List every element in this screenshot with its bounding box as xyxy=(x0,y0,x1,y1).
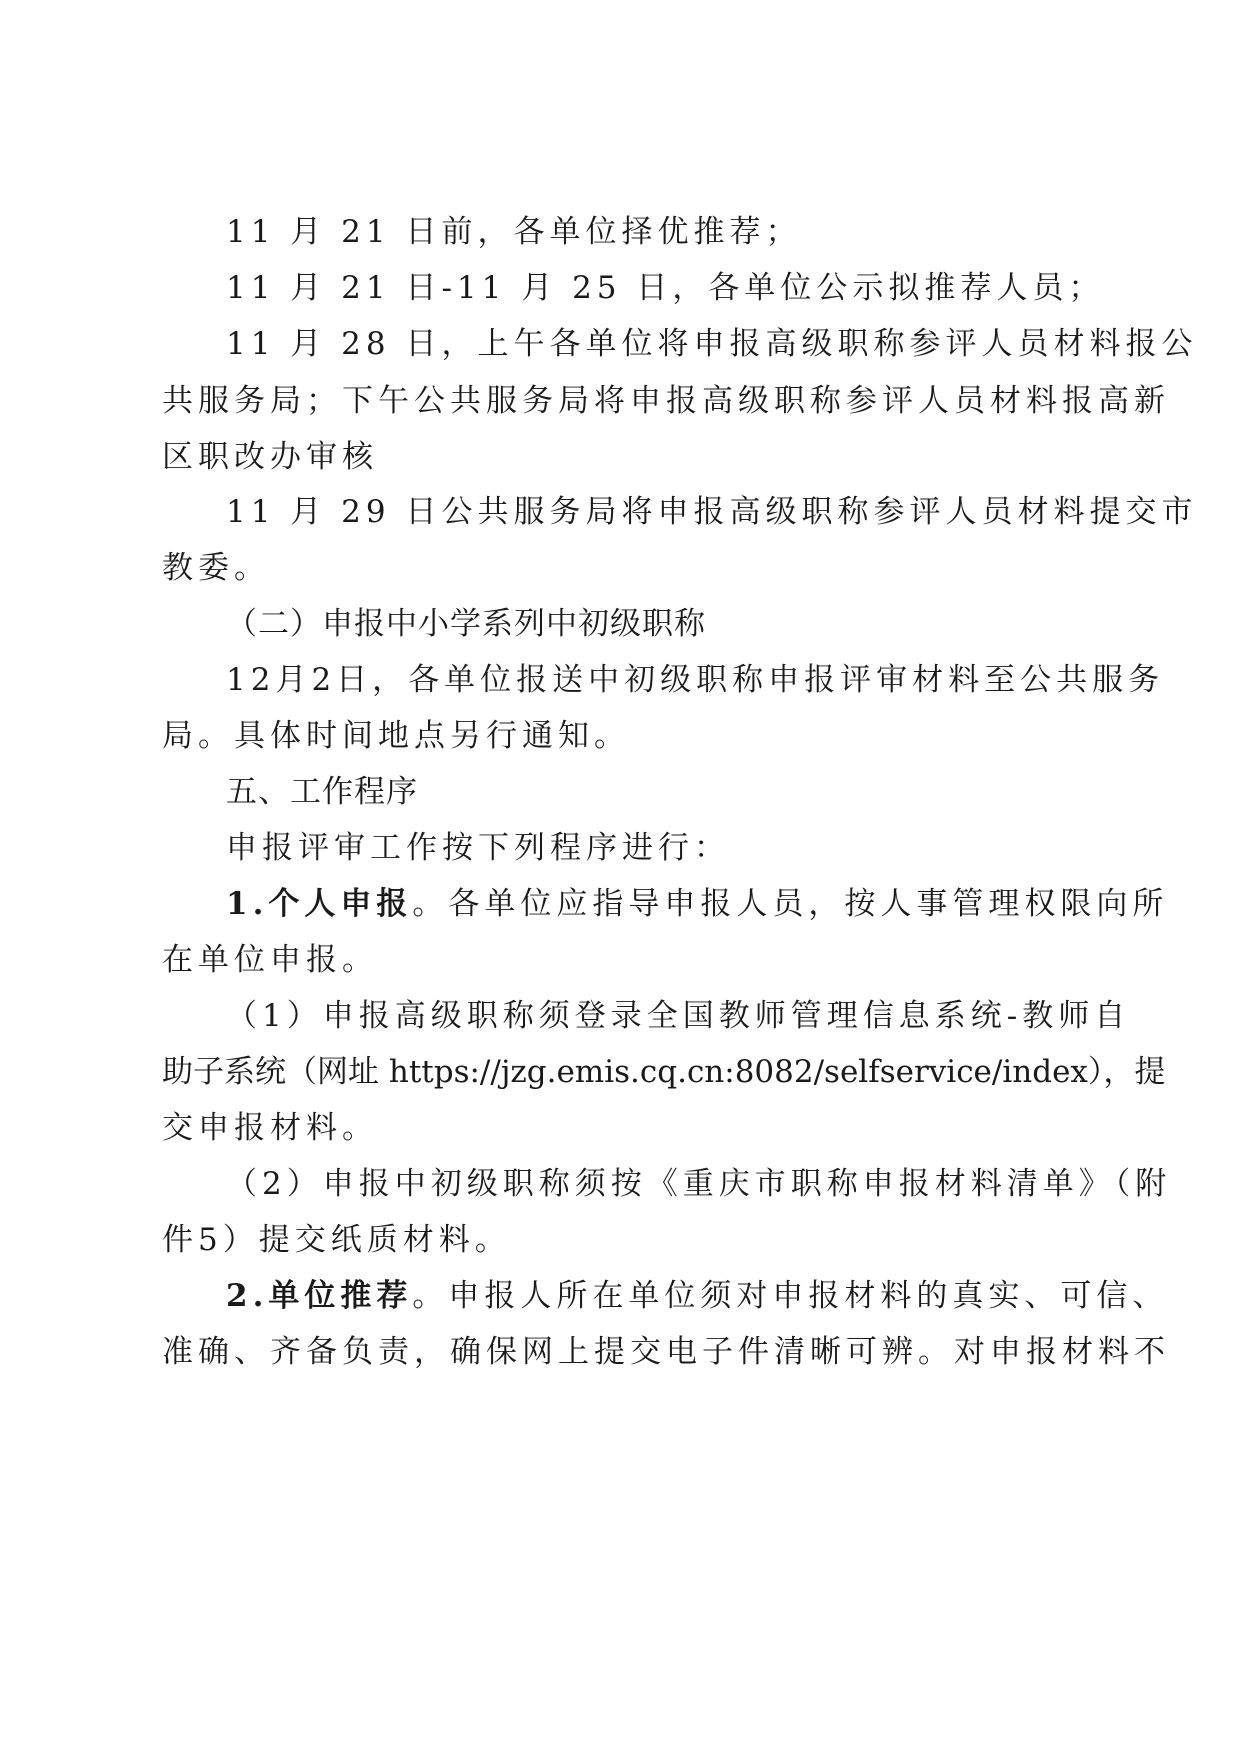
paragraph-line: 11 月 21 日-11 月 25 日，各单位公示拟推荐人员； xyxy=(226,270,1105,306)
paragraph-line: 助子系统（网址 https://jzg.emis.cq.cn:8082/selfservice/index），提 xyxy=(162,1054,1166,1090)
paragraph-line: 件5）提交纸质材料。 xyxy=(162,1222,511,1258)
paragraph-line: 11 月 28 日，上午各单位将申报高级职称参评人员材料报公 xyxy=(226,326,1198,362)
section-heading: （二）申报中小学系列中初级职称 xyxy=(226,606,706,642)
bold-label-unit: 2.单位推荐 xyxy=(226,1278,413,1314)
paragraph-text: 。各单位应指导申报人员，按人事管理权限向所 xyxy=(412,886,1169,922)
paragraph-line xyxy=(226,1276,1169,1316)
paragraph-line: 11 月 29 日公共服务局将申报高级职称参评人员材料提交市 xyxy=(226,494,1198,530)
paragraph-line xyxy=(226,884,1169,924)
paragraph-line: 局。具体时间地点另行通知。 xyxy=(162,718,630,754)
paragraph-line: 准确、齐备负责，确保网上提交电子件清晰可辨。对申报材料不 xyxy=(162,1334,1170,1370)
paragraph-line: 区职改办审核 xyxy=(162,439,378,475)
paragraph-line: （2）申报中初级职称须按《重庆市职称申报材料清单》（附 xyxy=(226,1166,1172,1202)
bold-label-personal: 1.个人申报 xyxy=(226,886,413,922)
paragraph-text: 。申报人所在单位须对申报材料的真实、可信、 xyxy=(412,1278,1169,1314)
paragraph-line: （1）申报高级职称须登录全国教师管理信息系统-教师自 xyxy=(226,998,1131,1034)
paragraph-line: 教委。 xyxy=(162,550,270,586)
paragraph-line: 在单位申报。 xyxy=(162,942,378,978)
paragraph-line: 共服务局；下午公共服务局将申报高级职称参评人员材料报高新 xyxy=(162,383,1170,419)
paragraph-line: 11 月 21 日前，各单位择优推荐； xyxy=(226,214,802,250)
paragraph-line: 12月2日，各单位报送中初级职称申报评审材料至公共服务 xyxy=(226,662,1165,698)
paragraph-line: 交申报材料。 xyxy=(162,1110,378,1146)
paragraph-line: 申报评审工作按下列程序进行： xyxy=(226,830,730,866)
section-heading: 五、工作程序 xyxy=(226,774,418,810)
